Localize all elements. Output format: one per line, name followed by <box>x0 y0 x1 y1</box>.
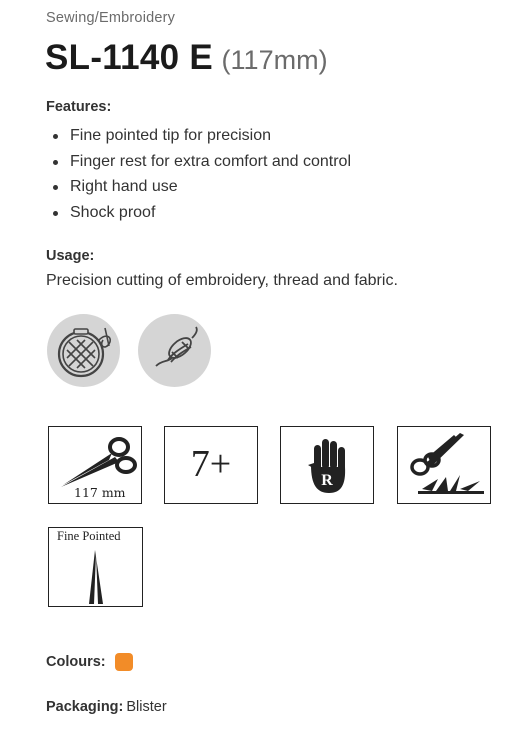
product-title <box>45 38 328 78</box>
packaging-value: Blister <box>126 699 167 715</box>
thread-skein-icon <box>138 314 211 387</box>
product-size: (117mm) <box>221 45 328 75</box>
packaging-label: Packaging: <box>46 699 124 715</box>
feature-item: Right hand use <box>50 174 351 200</box>
packaging-row <box>46 699 167 715</box>
feature-item: Shock proof <box>50 200 351 226</box>
age-text: 7+ <box>190 443 232 485</box>
fine-point-tip-icon <box>48 527 143 607</box>
embroidery-hoop-icon <box>47 314 120 387</box>
length-text: 117 mm <box>74 485 126 500</box>
usage-label: Usage: <box>46 248 95 264</box>
product-model: SL-1140 E <box>45 38 214 77</box>
hand-letter: R <box>321 472 333 489</box>
usage-text: Precision cutting of embroidery, thread and fabric. <box>46 272 398 289</box>
feature-item: Fine pointed tip for precision <box>50 123 351 149</box>
colour-swatch-orange[interactable] <box>115 653 133 671</box>
tip-label: Fine Pointed <box>57 529 121 543</box>
features-list <box>50 123 351 226</box>
colours-row <box>46 653 133 671</box>
age-rating-icon <box>164 426 258 504</box>
shock-proof-icon <box>397 426 491 504</box>
length-scissors-icon <box>48 426 142 504</box>
colours-label: Colours: <box>46 654 106 670</box>
category-label: Sewing/Embroidery <box>46 10 176 26</box>
right-hand-icon <box>280 426 374 504</box>
feature-item: Finger rest for extra comfort and control <box>50 149 351 175</box>
features-label: Features: <box>46 99 112 115</box>
